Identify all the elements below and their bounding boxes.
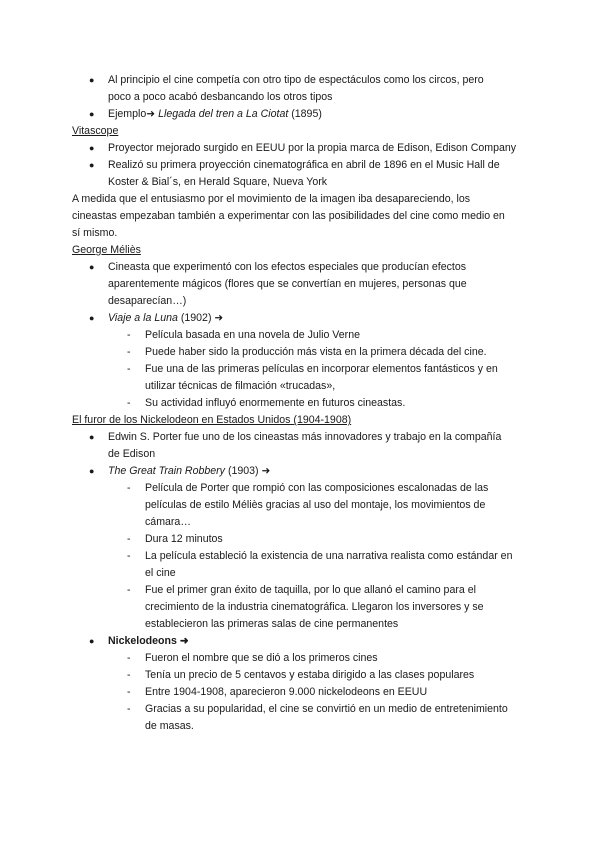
text-line: Koster & Bial´s, en Herald Square, Nueva York <box>108 176 328 188</box>
text-line: Tenía un precio de 5 centavos y estaba dirigido a las clases populares <box>145 669 475 681</box>
example-label: Ejemplo <box>108 108 147 120</box>
text-line: Dura 12 minutos <box>145 533 223 545</box>
text-line: Realizó su primera proyección cinematográfica en abril de 1896 en el Music Hall de <box>108 159 500 171</box>
text-line: Película basada en una novela de Julio Verne <box>145 329 360 341</box>
text-line: Fueron el nombre que se dió a los primeros cines <box>145 652 378 664</box>
dash-icon: - <box>127 584 131 596</box>
text-line: Entre 1904-1908, aparecieron 9.000 nickelodeons en EEUU <box>145 686 428 698</box>
text-line: Fue el primer gran éxito de taquilla, por lo que allanó el camino para el <box>145 584 476 596</box>
dash-icon: - <box>127 397 131 409</box>
example-line <box>108 106 322 123</box>
bullet-icon: ● <box>89 75 95 85</box>
section-heading: George Méliès <box>72 244 141 256</box>
subheading-line: Nickelodeons ➜ <box>108 635 189 647</box>
dash-icon: - <box>127 686 131 698</box>
section-heading: Vitascope <box>72 125 119 137</box>
text-line: Película de Porter que rompió con las composiciones escalonadas de las <box>145 482 489 494</box>
dash-icon: - <box>127 703 131 715</box>
bullet-icon: ● <box>89 432 95 442</box>
dash-icon: - <box>127 329 131 341</box>
text-line: Cineasta que experimentó con los efectos especiales que producían efectos <box>108 261 467 273</box>
film-title: The Great Train Robbery <box>108 465 225 477</box>
text-line: crecimiento de la industria cinematográfica. Llegaron los inversores y se <box>145 601 484 613</box>
dash-icon: - <box>127 550 131 562</box>
bullet-icon: ● <box>89 160 95 170</box>
text-line: Al principio el cine competía con otro tipo de espectáculos como los circos, pero <box>108 74 484 86</box>
arrow-icon: ➜ <box>146 108 156 120</box>
dash-icon: - <box>127 652 131 664</box>
text-line: películas de estilo Méliès gracias al uso del montaje, los movimientos de <box>145 499 486 511</box>
text-line: establecieron las primeras salas de cine permanentes <box>145 618 399 630</box>
text-line: el cine <box>145 567 176 579</box>
film-line <box>108 463 270 480</box>
film-title: Llegada del tren a La Ciotat <box>158 108 289 120</box>
dash-icon: - <box>127 482 131 494</box>
paragraph-line: cineastas empezaban también a experimentar con las posibilidades del cine como medio en <box>72 210 505 222</box>
film-year: (1895) <box>291 108 322 120</box>
text-line: de masas. <box>145 720 194 732</box>
text-line: aparentemente mágicos (flores que se convertían en mujeres, personas que <box>108 278 467 290</box>
text-line: Edwin S. Porter fue uno de los cineastas más innovadores y trabajo en la compañía <box>108 431 502 443</box>
dash-icon: - <box>127 533 131 545</box>
bullet-icon: ● <box>89 109 95 119</box>
text-line: Puede haber sido la producción más vista en la primera década del cine. <box>145 346 487 358</box>
film-year: (1903) ➜ <box>227 465 271 477</box>
text-line: cámara… <box>145 516 191 528</box>
text-line: utilizar técnicas de filmación «trucadas», <box>145 380 336 392</box>
text-line: Fue una de las primeras películas en incorporar elementos fantásticos y en <box>145 363 498 375</box>
bullet-icon: ● <box>89 143 95 153</box>
bullet-icon: ● <box>89 636 95 646</box>
text-line: La película estableció la existencia de una narrativa realista como estándar en <box>145 550 513 562</box>
text-line: Su actividad influyó enormemente en futuros cineastas. <box>145 397 406 409</box>
dash-icon: - <box>127 346 131 358</box>
film-year: (1902) ➜ <box>180 312 224 324</box>
text-line: poco a poco acabó desbancando los otros tipos <box>108 91 333 103</box>
bullet-icon: ● <box>89 466 95 476</box>
text-line: Gracias a su popularidad, el cine se convirtió en un medio de entretenimiento <box>145 703 508 715</box>
film-line <box>108 310 223 327</box>
text-line: de Edison <box>108 448 156 460</box>
paragraph-line: sí mismo. <box>72 227 118 239</box>
text-line: Proyector mejorado surgido en EEUU por la propia marca de Edison, Edison Company <box>108 142 517 154</box>
dash-icon: - <box>127 363 131 375</box>
section-heading: El furor de los Nickelodeon en Estados Unidos (1904-1908) <box>72 414 352 426</box>
text-line: desaparecían…) <box>108 295 187 307</box>
bullet-icon: ● <box>89 313 95 323</box>
paragraph-line: A medida que el entusiasmo por el movimiento de la imagen iba desapareciendo, los <box>72 193 471 205</box>
dash-icon: - <box>127 669 131 681</box>
film-title: Viaje a la Luna <box>108 312 178 324</box>
bullet-icon: ● <box>89 262 95 272</box>
